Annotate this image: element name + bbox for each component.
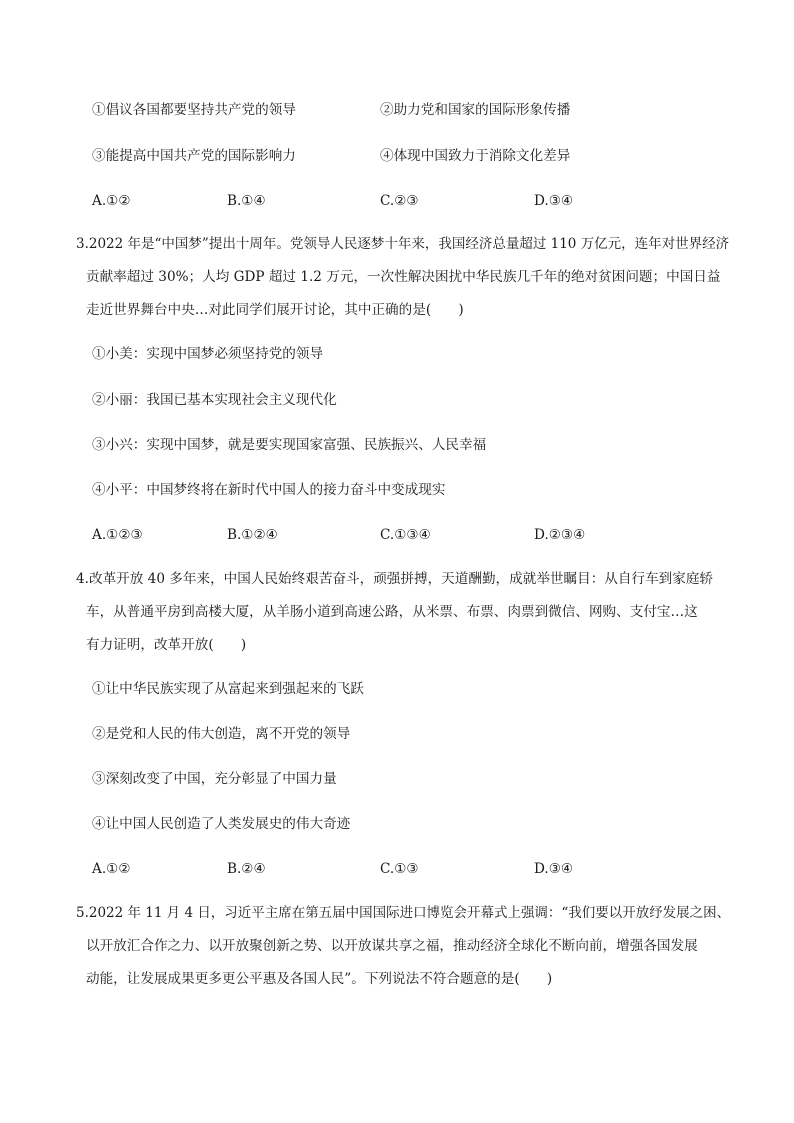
q2-statement-1: ①倡议各国都要坚持共产党的领导 — [92, 102, 296, 118]
q3-stem-line-2: 贡献率超过 30%；人均 GDP 超过 1.2 万元，一次性解决困扰中华民族几千年的绝对贫困问题；中国日益 — [86, 269, 721, 285]
q2-statement-3: ③能提高中国共产党的国际影响力 — [92, 148, 296, 164]
q5-stem-line-2: 以开放汇合作之力、以开放聚创新之势、以开放谋共享之福，推动经济全球化不断向前，增强各国发展 — [86, 938, 698, 954]
q2-statement-4: ④体现中国致力于消除文化差异 — [380, 148, 571, 164]
q3-option-a: A.①②③ — [92, 527, 143, 543]
q5-stem-line-3: 动能，让发展成果更多更公平惠及各国人民”。下列说法不符合题意的是( ) — [86, 971, 553, 987]
q2-option-a: A.①② — [92, 193, 131, 209]
q4-option-d: D.③④ — [534, 861, 574, 877]
q5-stem-line-1: 5.2022 年 11 月 4 日，习近平主席在第五届中国国际进口博览会开幕式上强调：“我们要以开放纾发展之困、 — [76, 905, 731, 921]
q3-option-c: C.①③④ — [380, 527, 431, 543]
q4-stem-line-3: 有力证明，改革开放( ) — [86, 637, 247, 653]
q3-option-b: B.①②④ — [227, 527, 278, 543]
q3-statement-1: ①小美：实现中国梦必须坚持党的领导 — [92, 346, 324, 362]
q4-statement-4: ④让中国人民创造了人类发展史的伟大奇迹 — [92, 816, 351, 832]
q2-option-d: D.③④ — [534, 193, 574, 209]
q2-option-b: B.①④ — [227, 193, 266, 209]
q3-statement-4: ④小平：中国梦终将在新时代中国人的接力奋斗中变成现实 — [92, 482, 446, 498]
q4-statement-3: ③深刻改变了中国，充分彰显了中国力量 — [92, 771, 337, 787]
q4-stem-line-1: 4.改革开放 40 多年来，中国人民始终艰苦奋斗，顽强拼搏，天道酬勤，成就举世瞩目：从自行车到家庭轿 — [76, 571, 714, 587]
q3-option-d: D.②③④ — [534, 527, 586, 543]
q3-stem-line-3: 走近世界舞台中央…对此同学们展开讨论，其中正确的是( ) — [86, 302, 464, 318]
q4-option-b: B.②④ — [227, 861, 266, 877]
q4-option-c: C.①③ — [380, 861, 419, 877]
q4-statement-1: ①让中华民族实现了从富起来到强起来的飞跃 — [92, 681, 364, 697]
q4-stem-line-2: 车，从普通平房到高楼大厦，从羊肠小道到高速公路，从米票、布票、肉票到微信、网购、支付宝…这 — [86, 604, 698, 620]
q2-option-c: C.②③ — [380, 193, 419, 209]
q3-stem-line-1: 3.2022 年是“中国梦”提出十周年。党领导人民逐梦十年来，我国经济总量超过 110 万亿元，连年对世界经济 — [76, 236, 730, 252]
q3-statement-3: ③小兴：实现中国梦，就是要实现国家富强、民族振兴、人民幸福 — [92, 437, 487, 453]
q4-option-a: A.①② — [92, 861, 131, 877]
q2-statement-2: ②助力党和国家的国际形象传播 — [380, 102, 571, 118]
q4-statement-2: ②是党和人民的伟大创造，离不开党的领导 — [92, 726, 351, 742]
q3-statement-2: ②小丽：我国已基本实现社会主义现代化 — [92, 392, 337, 408]
